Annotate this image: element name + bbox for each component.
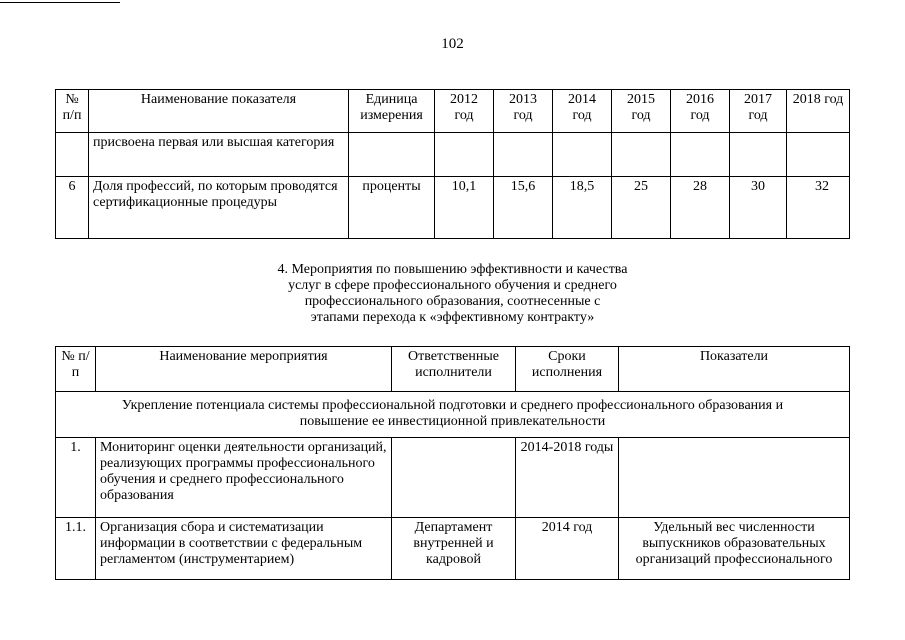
- cell: [494, 133, 553, 177]
- top-rule: [0, 2, 120, 3]
- cell: [787, 133, 850, 177]
- cell: 1.1.: [56, 518, 96, 580]
- cell: проценты: [349, 177, 435, 239]
- header-measure-name: Наименование мероприятия: [96, 347, 392, 392]
- cell: [553, 133, 612, 177]
- header-2018: 2018 год: [787, 90, 850, 133]
- header-deadlines: Сроки исполнения: [516, 347, 619, 392]
- table-row: [56, 518, 850, 580]
- table-row: [56, 133, 850, 177]
- cell: 28: [671, 177, 730, 239]
- header-indicators: Показатели: [619, 347, 850, 392]
- cell: [56, 133, 89, 177]
- cell: [435, 133, 494, 177]
- cell: 18,5: [553, 177, 612, 239]
- header-2013: 2013 год: [494, 90, 553, 133]
- cell: 25: [612, 177, 671, 239]
- cell: [612, 133, 671, 177]
- cell: Департамент внутренней и кадровой: [392, 518, 516, 580]
- table-row: [56, 177, 850, 239]
- cell: 30: [730, 177, 787, 239]
- cell: Доля профессий, по которым проводятся сертификационные процедуры: [89, 177, 349, 239]
- header-2012: 2012 год: [435, 90, 494, 133]
- cell: 10,1: [435, 177, 494, 239]
- cell: Мониторинг оценки деятельности организаций, реализующих программы профессионального обучения и среднего профессионального образования: [96, 438, 392, 518]
- header-2016: 2016 год: [671, 90, 730, 133]
- cell: 32: [787, 177, 850, 239]
- header-2014: 2014 год: [553, 90, 612, 133]
- indicators-table: [55, 89, 850, 239]
- header-2017: 2017 год: [730, 90, 787, 133]
- page-number: 102: [441, 36, 464, 52]
- cell: [392, 438, 516, 518]
- cell: [349, 133, 435, 177]
- cell: 1.: [56, 438, 96, 518]
- group-row: [56, 392, 850, 438]
- section-title-line: услуг в сфере профессионального обучения и среднего: [288, 278, 617, 293]
- table-header-row: [56, 90, 850, 133]
- table-row: [56, 438, 850, 518]
- cell: 2014 год: [516, 518, 619, 580]
- header-number: № п/п: [56, 90, 89, 133]
- section-title: [0, 262, 905, 326]
- measures-table: [55, 346, 850, 580]
- cell: Удельный вес численности выпускников образовательных организаций профессионального: [619, 518, 850, 580]
- header-indicator-name: Наименование показателя: [89, 90, 349, 133]
- header-unit: Единица измерения: [349, 90, 435, 133]
- header-number: № п/п: [56, 347, 96, 392]
- header-2015: 2015 год: [612, 90, 671, 133]
- section-title-line: этапами перехода к «эффективному контракту»: [310, 310, 595, 325]
- cell: 2014-2018 годы: [516, 438, 619, 518]
- section-title-line: 4. Мероприятия по повышению эффективности и качества: [277, 262, 628, 277]
- section-title-line: профессионального образования, соотнесенные с: [304, 294, 601, 309]
- header-responsible: Ответственные исполнители: [392, 347, 516, 392]
- cell: 15,6: [494, 177, 553, 239]
- cell: [619, 438, 850, 518]
- table-header-row: [56, 347, 850, 392]
- cell: [671, 133, 730, 177]
- cell: [730, 133, 787, 177]
- cell: Организация сбора и систематизации информации в соответствии с федеральным регламентом (инструментарием): [96, 518, 392, 580]
- group-row-text: Укрепление потенциала системы профессиональной подготовки и среднего профессионального образования и повышение ее инвестиционной привлекательности: [56, 392, 850, 438]
- cell: 6: [56, 177, 89, 239]
- cell: присвоена первая или высшая категория: [89, 133, 349, 177]
